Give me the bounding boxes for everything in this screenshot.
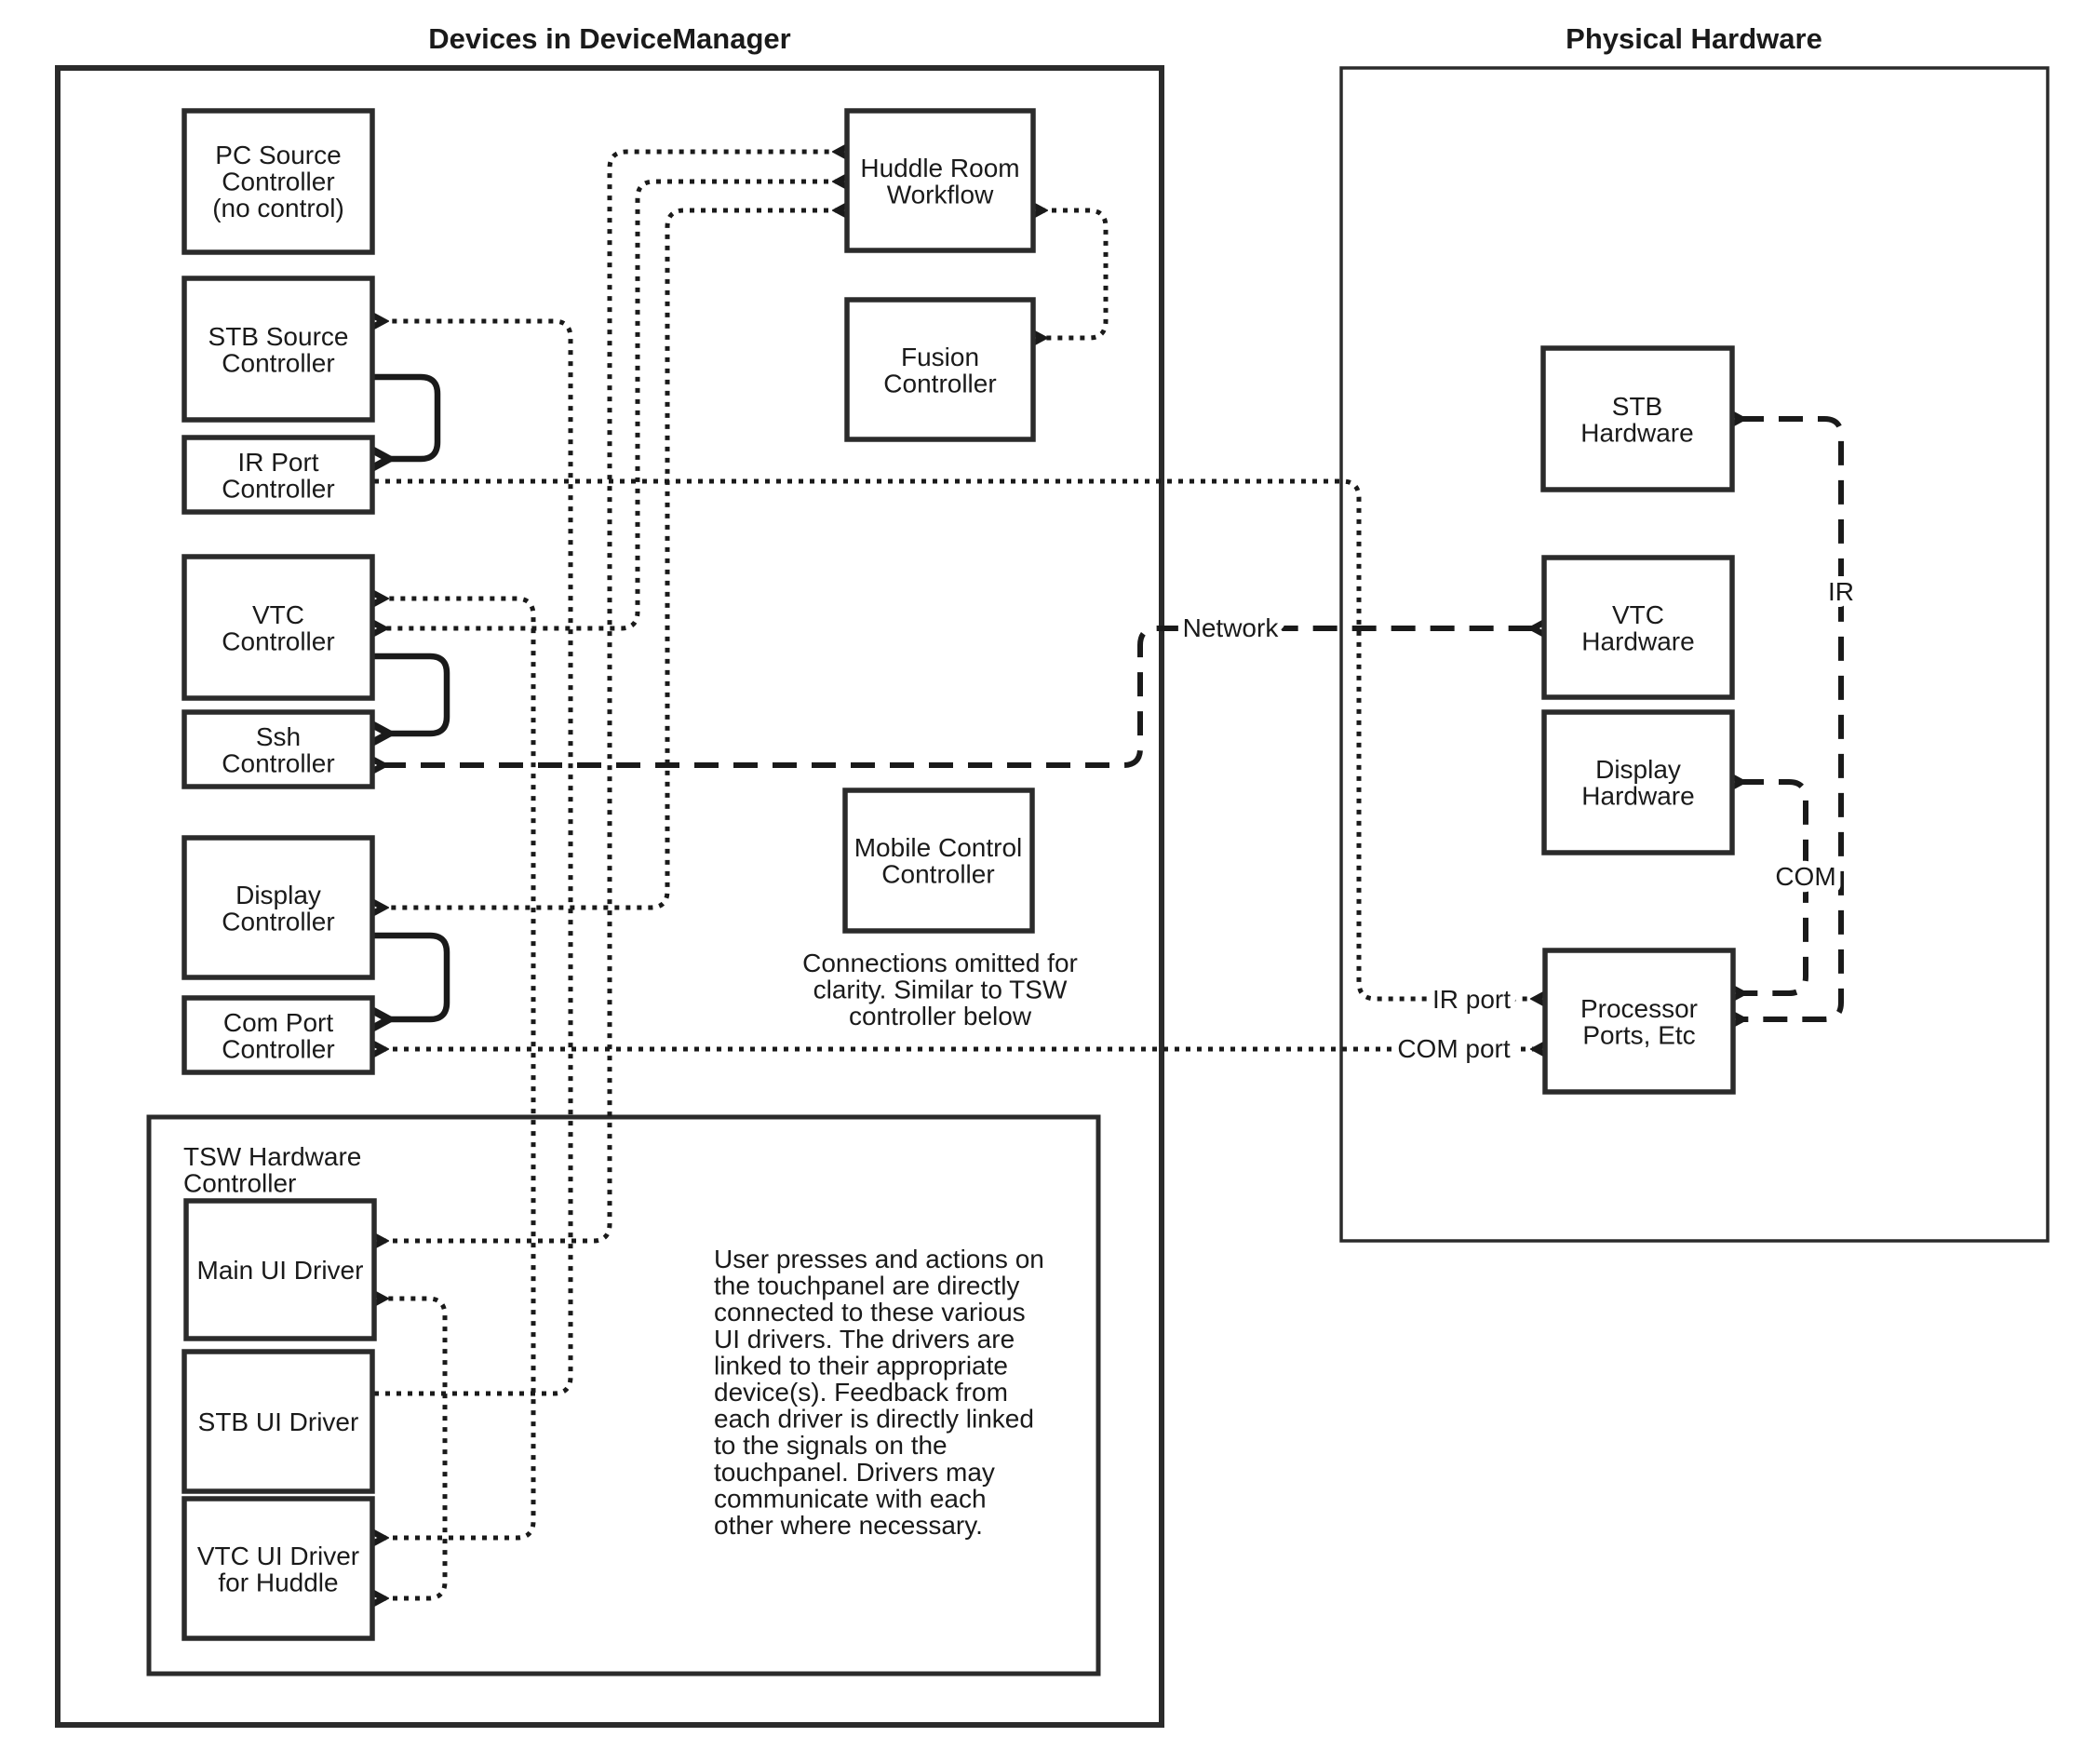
ir-port-edge-label: IR port (1432, 985, 1512, 1014)
edge-main-ui-to-huddle-workflow (382, 152, 840, 1241)
display-hardware-node (1544, 712, 1732, 853)
stb-source-controller-label: STB Source Controller (208, 322, 349, 378)
processor-ports-label: Processor Ports, Etc (1579, 994, 1699, 1050)
vtc-hardware-label: VTC Hardware (1581, 600, 1695, 656)
edge-stb-ui-to-stb-source (374, 321, 571, 1394)
vtc-controller-node (184, 557, 372, 698)
ir-port-controller-label: IR Port Controller (222, 448, 335, 504)
vtc-hardware-node (1544, 558, 1732, 697)
mobile-control-controller-node (845, 790, 1032, 931)
com-port-controller-node (184, 998, 372, 1072)
edge-huddle-workflow-to-fusion-controller (1041, 210, 1106, 338)
fusion-controller-node (847, 300, 1033, 439)
vtc-ui-driver-label: VTC UI Driver for Huddle (196, 1542, 360, 1597)
main-ui-driver-label: Main UI Driver (196, 1256, 364, 1285)
stb-hardware-label: STB Hardware (1580, 392, 1694, 448)
display-controller-label: Display Controller (222, 881, 335, 936)
mobile-control-note: Connections omitted for clarity. Similar to TSW controller below (802, 949, 1078, 1031)
display-hardware-label: Display Hardware (1581, 755, 1695, 811)
com-port-controller-label: Com Port Controller (222, 1008, 335, 1064)
touchpanel-description-text: User presses and actions on the touchpanel are directly connected to these various UI drivers. The drivers are linked to their appropriate device(s). Feedback from each driver is directly linked to the signals on the touchpanel. Drivers may communicate with each other where necessary. (714, 1245, 1044, 1540)
stb-source-controller-node (184, 278, 372, 420)
tsw-container-label: TSW Hardware Controller (183, 1142, 362, 1198)
stb-ui-driver-label: STB UI Driver (197, 1407, 359, 1436)
ssh-controller-node (184, 712, 372, 787)
edge-ir-processor-to-stb-hardware (1740, 419, 1841, 1019)
ssh-controller-label: Ssh Controller (222, 722, 335, 778)
main-ui-driver-node (186, 1201, 374, 1339)
ir-port-controller-node (184, 438, 372, 512)
com-edge-label: COM (1775, 862, 1836, 891)
edge-ssh-network-to-vtc-hardware (382, 628, 1535, 765)
edge-huddle-workflow-to-vtc-controller (382, 182, 840, 628)
edge-vtc-to-ssh (372, 656, 447, 734)
vtc-ui-driver-node (184, 1499, 372, 1638)
huddle-room-workflow-node (847, 111, 1033, 250)
edge-stb-source-to-ir-port (372, 377, 437, 459)
ir-edge-label: IR (1828, 577, 1854, 606)
edge-display-to-com-port (372, 936, 447, 1019)
processor-ports-node (1545, 950, 1733, 1092)
network-edge-label: Network (1182, 613, 1279, 642)
right-panel-title: Physical Hardware (1566, 22, 1822, 55)
pc-source-controller-label: PC Source Controller (no control) (212, 141, 344, 223)
vtc-controller-label: VTC Controller (222, 600, 335, 656)
edge-vtc-ui-to-vtc-controller (382, 599, 533, 1538)
pc-source-controller-node (184, 111, 372, 252)
left-panel-title: Devices in DeviceManager (428, 22, 791, 55)
stb-ui-driver-node (184, 1352, 372, 1491)
stb-hardware-node (1543, 348, 1732, 490)
fusion-controller-label: Fusion Controller (883, 343, 997, 398)
edge-vtc-ui-to-main-ui (382, 1299, 445, 1598)
mobile-control-controller-label: Mobile Control Controller (854, 833, 1023, 889)
com-port-edge-label: COM port (1397, 1034, 1511, 1063)
huddle-room-workflow-label: Huddle Room Workflow (860, 154, 1020, 209)
display-controller-node (184, 838, 372, 977)
